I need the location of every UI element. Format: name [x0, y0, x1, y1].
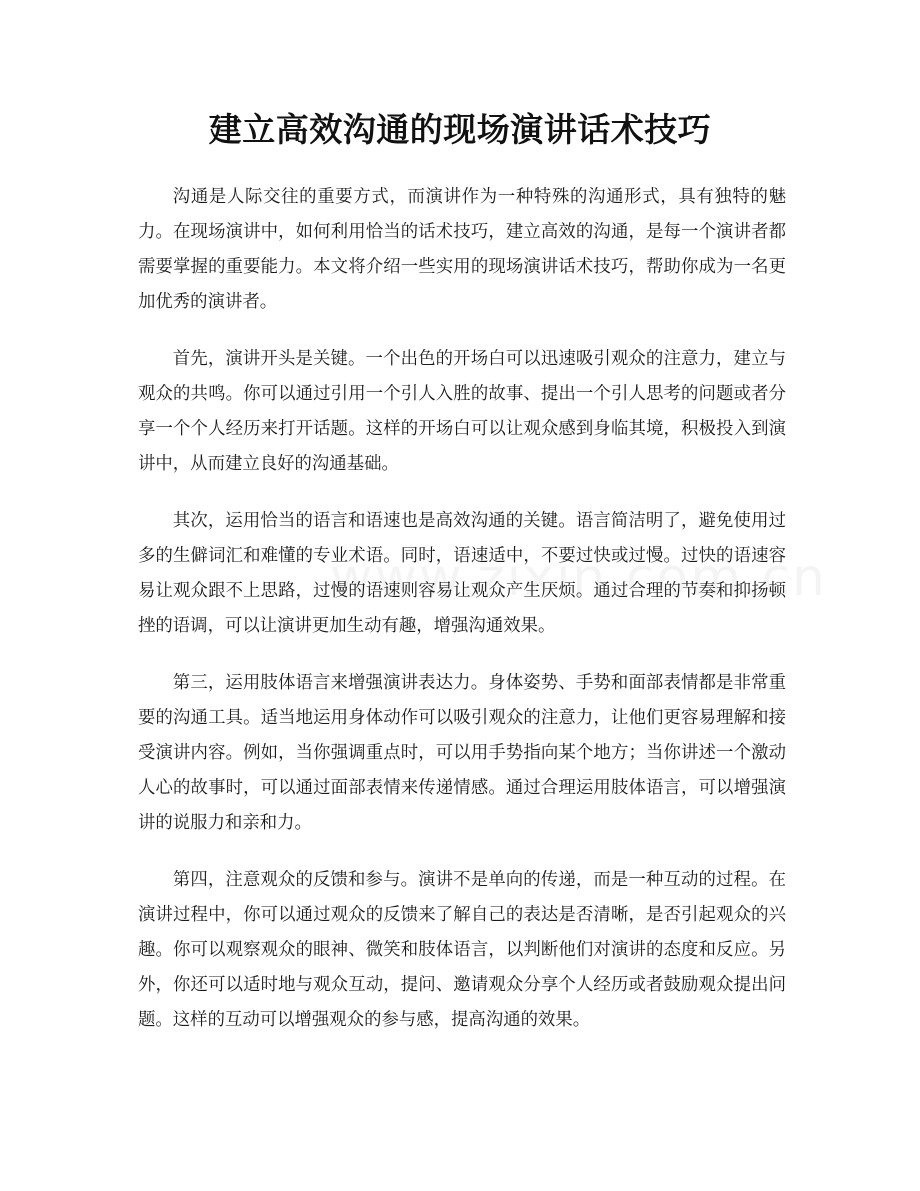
paragraph-4: 第三，运用肢体语言来增强演讲表达力。身体姿势、手势和面部表情都是非常重要的沟通工具。适当地运用身体动作可以吸引观众的注意力，让他们更容易理解和接受演讲内容。例如，当你强调重点时，可以用手势指向某个地方；当你讲述一个激动人心的故事时，可以通过面部表情来传递情感。通过合理运用肢体语言，可以增强演讲的说服力和亲和力。 [138, 673, 786, 833]
page-title: 建立高效沟通的现场演讲话术技巧 [208, 110, 712, 149]
paragraph-3: 其次，运用恰当的语言和语速也是高效沟通的关键。语言简洁明了，避免使用过多的生僻词汇和难懂的专业术语。同时，语速适中，不要过快或过慢。过快的语速容易让观众跟不上思路，过慢的语速则容易让观众产生厌烦。通过合理的节奏和抑扬顿挫的语调，可以让演讲更加生动有趣，增强沟通效果。 [138, 511, 786, 636]
paragraph-2: 首先，演讲开头是关键。一个出色的开场白可以迅速吸引观众的注意力，建立与观众的共鸣。你可以通过引用一个引人入胜的故事、提出一个引人思考的问题或者分享一个个人经历来打开话题。这样的开场白可以让观众感到身临其境，积极投入到演讲中，从而建立良好的沟通基础。 [138, 349, 786, 474]
paragraph-5: 第四，注意观众的反馈和参与。演讲不是单向的传递，而是一种互动的过程。在演讲过程中，你可以通过观众的反馈来了解自己的表达是否清晰，是否引起观众的兴趣。你可以观察观众的眼神、微笑和肢体语言，以判断他们对演讲的态度和反应。另外，你还可以适时地与观众互动，提问、邀请观众分享个人经历或者鼓励观众提出问题。这样的互动可以增强观众的参与感，提高沟通的效果。 [138, 870, 786, 1030]
paragraph-1: 沟通是人际交往的重要方式，而演讲作为一种特殊的沟通形式，具有独特的魅力。在现场演讲中，如何利用恰当的话术技巧，建立高效的沟通，是每一个演讲者都需要掌握的重要能力。本文将介绍一些实用的现场演讲话术技巧，帮助你成为一名更加优秀的演讲者。 [138, 187, 786, 312]
document-body [138, 180, 786, 1060]
